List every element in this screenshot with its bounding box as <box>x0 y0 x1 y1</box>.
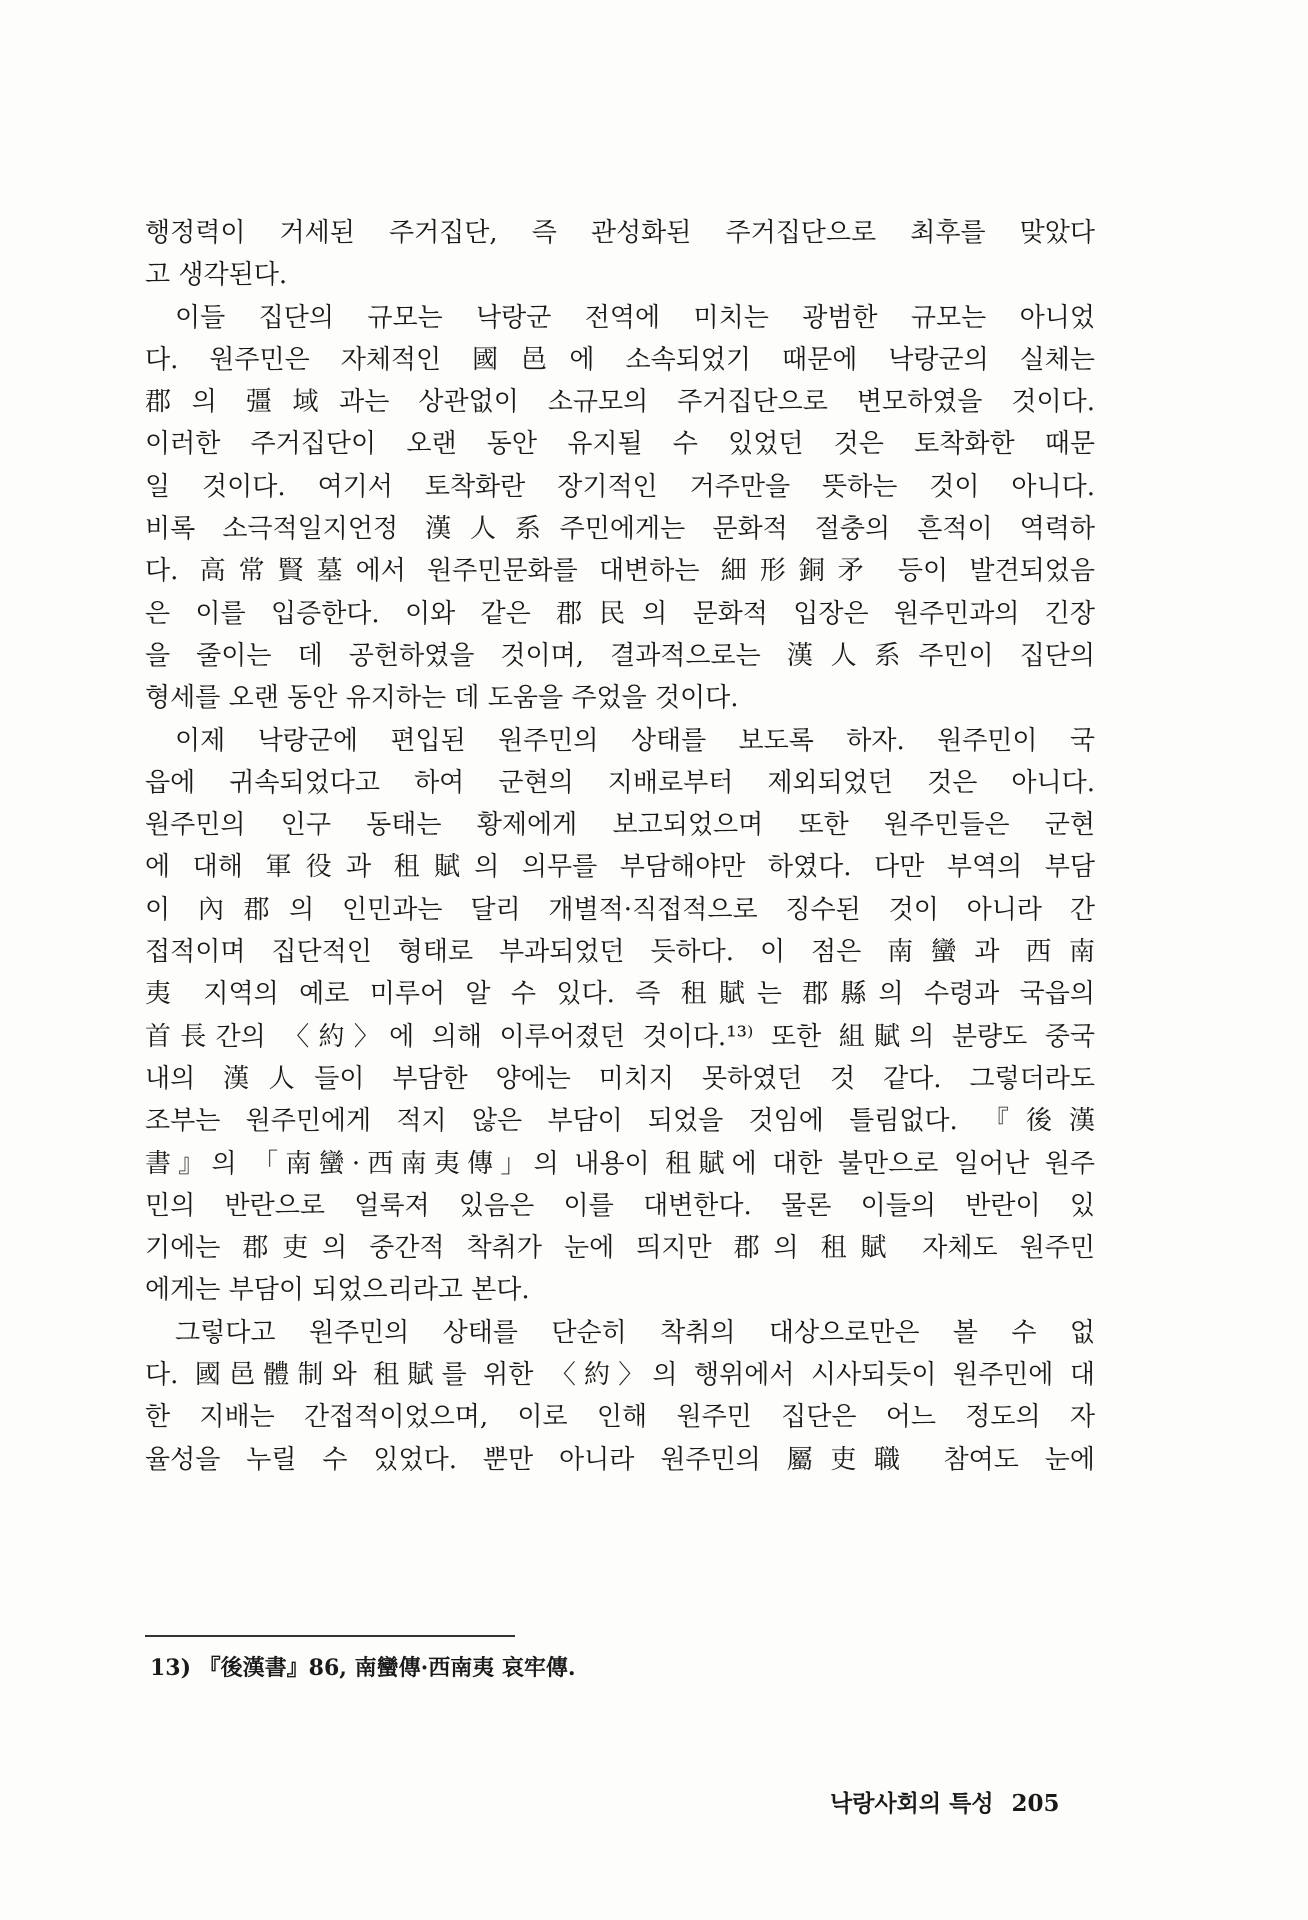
text-line: 이러한 주거집단이 오랜 동안 유지될 수 있었던 것은 토착화한 때문 <box>145 429 1095 460</box>
text-line: 이들 집단의 규모는 낙랑군 전역에 미치는 광범한 규모는 아니었 <box>175 302 1095 333</box>
text-line: 고 생각된다. <box>145 260 288 291</box>
text-line: 원주민의 인구 동태는 황제에게 보고되었으며 또한 원주민들은 군현 <box>145 810 1095 841</box>
text-line: 다. 國邑體制와 租賦를 위한 〈約〉의 행위에서 시사되듯이 원주민에 대 <box>145 1360 1095 1391</box>
text-line: 郡의 彊域과는 상관없이 소규모의 주거집단으로 변모하였을 것이다. <box>145 387 1095 418</box>
text-line: 書』의 「南蠻·西南夷傳」의 내용이 租賦에 대한 불만으로 일어난 원주 <box>145 1148 1095 1179</box>
text-line: 민의 반란으로 얼룩져 있음은 이를 대변한다. 물론 이들의 반란이 있 <box>145 1190 1095 1221</box>
text-line: 은 이를 입증한다. 이와 같은 郡民의 문화적 입장은 원주민과의 긴장 <box>145 598 1095 629</box>
text-line: 그렇다고 원주민의 상태를 단순히 착취의 대상으로만은 볼 수 없 <box>175 1317 1095 1348</box>
text-line: 기에는 郡吏의 중간적 착취가 눈에 띄지만 郡의 租賦 자체도 원주민 <box>145 1233 1095 1264</box>
text-line: 이 內郡의 인민과는 달리 개별적·직접적으로 징수된 것이 아니라 간 <box>145 894 1095 925</box>
text-line: 에 대해 軍役과 租賦의 의무를 부담해야만 하였다. 다만 부역의 부담 <box>145 852 1095 883</box>
footnote-divider <box>145 1635 515 1637</box>
text-line: 夷 지역의 예로 미루어 알 수 있다. 즉 租賦는 郡縣의 수령과 국읍의 <box>145 979 1095 1010</box>
text-line: 首長간의 〈約〉에 의해 이루어졌던 것이다.¹³⁾ 또한 組賦의 분량도 중국 <box>145 1021 1095 1052</box>
text-line: 행정력이 거세된 주거집단, 즉 관성화된 주거집단으로 최후를 맞았다 <box>145 218 1095 248</box>
text-line: 읍에 귀속되었다고 하여 군현의 지배로부터 제외되었던 것은 아니다. <box>145 767 1095 798</box>
text-line: 을 줄이는 데 공헌하였을 것이며, 결과적으로는 漢人系주민이 집단의 <box>145 640 1095 671</box>
text-line: 한 지배는 간접적이었으며, 이로 인해 원주민 집단은 어느 정도의 자 <box>145 1402 1095 1433</box>
running-title: 낙랑사회의 특성 <box>830 1790 994 1817</box>
text-line: 다. 高常賢墓에서 원주민문화를 대변하는 細形銅矛 등이 발견되었음 <box>145 556 1095 587</box>
text-line: 내의 漢人들이 부담한 양에는 미치지 못하였던 것 같다. 그렇더라도 <box>145 1063 1095 1094</box>
text-line: 접적이며 집단적인 형태로 부과되었던 듯하다. 이 점은 南蠻과 西南 <box>145 937 1095 968</box>
footnote: 13) 『後漢書』86, 南蠻傳·西南夷 哀牢傳. <box>150 1655 576 1681</box>
text-line: 조부는 원주민에게 적지 않은 부담이 되었을 것임에 틀림없다. 『後漢 <box>145 1106 1095 1137</box>
page-number: 205 <box>1011 1790 1060 1817</box>
text-line: 비록 소극적일지언정 漢人系주민에게는 문화적 절충의 흔적이 역력하 <box>145 514 1095 545</box>
text-line: 형세를 오랜 동안 유지하는 데 도움을 주었을 것이다. <box>145 683 739 714</box>
text-line: 일 것이다. 여기서 토착화란 장기적인 거주만을 뜻하는 것이 아니다. <box>145 471 1095 502</box>
text-line: 이제 낙랑군에 편입된 원주민의 상태를 보도록 하자. 원주민이 국 <box>175 725 1095 756</box>
text-line: 율성을 누릴 수 있었다. 뿐만 아니라 원주민의 屬吏職 참여도 눈에 <box>145 1444 1095 1475</box>
text-line: 다. 원주민은 자체적인 國邑에 소속되었기 때문에 낙랑군의 실체는 <box>145 344 1095 375</box>
text-line: 에게는 부담이 되었으리라고 본다. <box>145 1275 530 1306</box>
body-text <box>145 212 1095 1481</box>
running-footer <box>830 1788 1060 1820</box>
